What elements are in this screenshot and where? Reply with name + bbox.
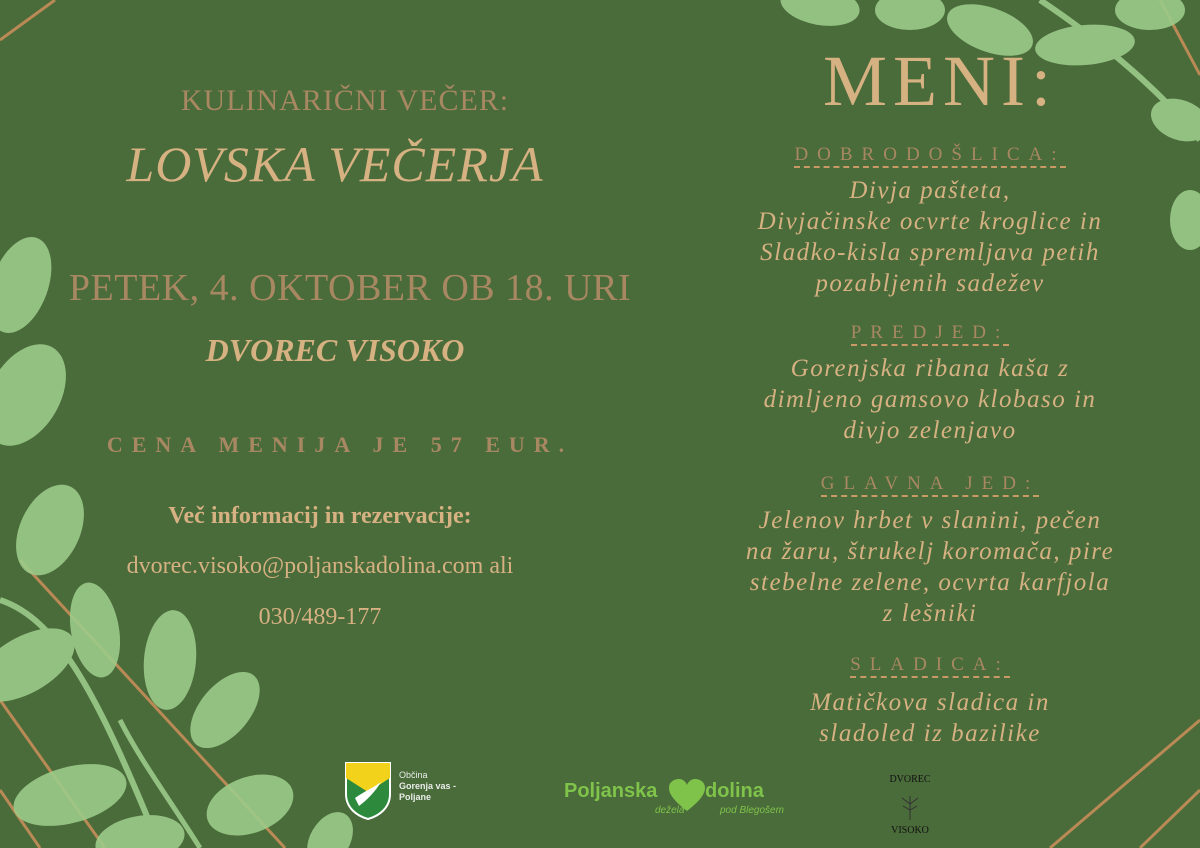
dvorec-logo-bottom: VISOKO — [891, 825, 929, 836]
course-line: stebelne zelene, ocvrta karfjola — [749, 569, 1111, 596]
course-line: pozabljenih sadežev — [815, 270, 1045, 297]
course-line: divjo zelenjavo — [843, 417, 1017, 444]
course-text-starter — [700, 353, 1160, 446]
poljanska-logo-word: dolina — [705, 780, 764, 802]
course-line: Divja pašteta, — [849, 177, 1011, 204]
dvorec-logo-top: DVOREC — [889, 774, 931, 785]
course-heading-main: GLAVNA JED: — [700, 473, 1160, 495]
contact-phone: 030/489-177 — [258, 604, 382, 630]
course-line: Sladko-kisla spremljava petih — [760, 239, 1100, 266]
info-label: Več informacij in rezervacije: — [168, 503, 472, 529]
course-heading-dessert: SLADICA: — [700, 654, 1160, 676]
menu-title: MENI: — [823, 41, 1057, 121]
event-subtitle: KULINARIČNI VEČER: — [180, 84, 510, 117]
obcina-line: Poljane — [399, 792, 432, 802]
leaves-left — [0, 228, 362, 848]
obcina-line: Gorenja vas - — [399, 781, 457, 791]
obcina-crest-logo — [345, 762, 391, 820]
event-title: LOVSKA VEČERJA — [126, 136, 544, 192]
menu-price: CENA MENIJA JE 57 EUR. — [106, 432, 574, 457]
event-date: PETEK, 4. OKTOBER OB 18. URI — [68, 267, 632, 309]
contact-email: dvorec.visoko@poljanskadolina.com ali — [126, 553, 514, 579]
obcina-logo-text — [399, 770, 456, 803]
poljanska-logo-word: Poljanska — [564, 780, 658, 802]
course-line: Jelenov hrbet v slanini, pečen — [758, 507, 1102, 534]
course-line: Divjačinske ocvrte kroglice in — [757, 208, 1103, 235]
course-text-dessert — [700, 687, 1160, 749]
poljanska-tagline: dežela — [655, 805, 685, 816]
course-line: Matičkova sladica in — [810, 689, 1050, 716]
tree-icon — [898, 790, 922, 822]
poljanska-tagline: pod Blegošem — [720, 805, 784, 816]
event-venue: DVOREC VISOKO — [205, 332, 465, 368]
course-text-main — [700, 505, 1160, 629]
course-line: na žaru, štrukelj koromača, pire — [745, 538, 1115, 565]
course-line: z lešniki — [882, 600, 978, 627]
course-heading-welcome: DOBRODOŠLICA: — [700, 144, 1160, 166]
course-heading-starter: PREDJED: — [700, 322, 1160, 344]
obcina-line: Občina — [399, 770, 428, 780]
course-line: sladoled iz bazilike — [819, 720, 1041, 747]
course-text-welcome — [700, 175, 1160, 299]
course-line: dimljeno gamsovo klobaso in — [763, 386, 1097, 413]
course-line: Gorenjska ribana kaša z — [790, 355, 1070, 382]
